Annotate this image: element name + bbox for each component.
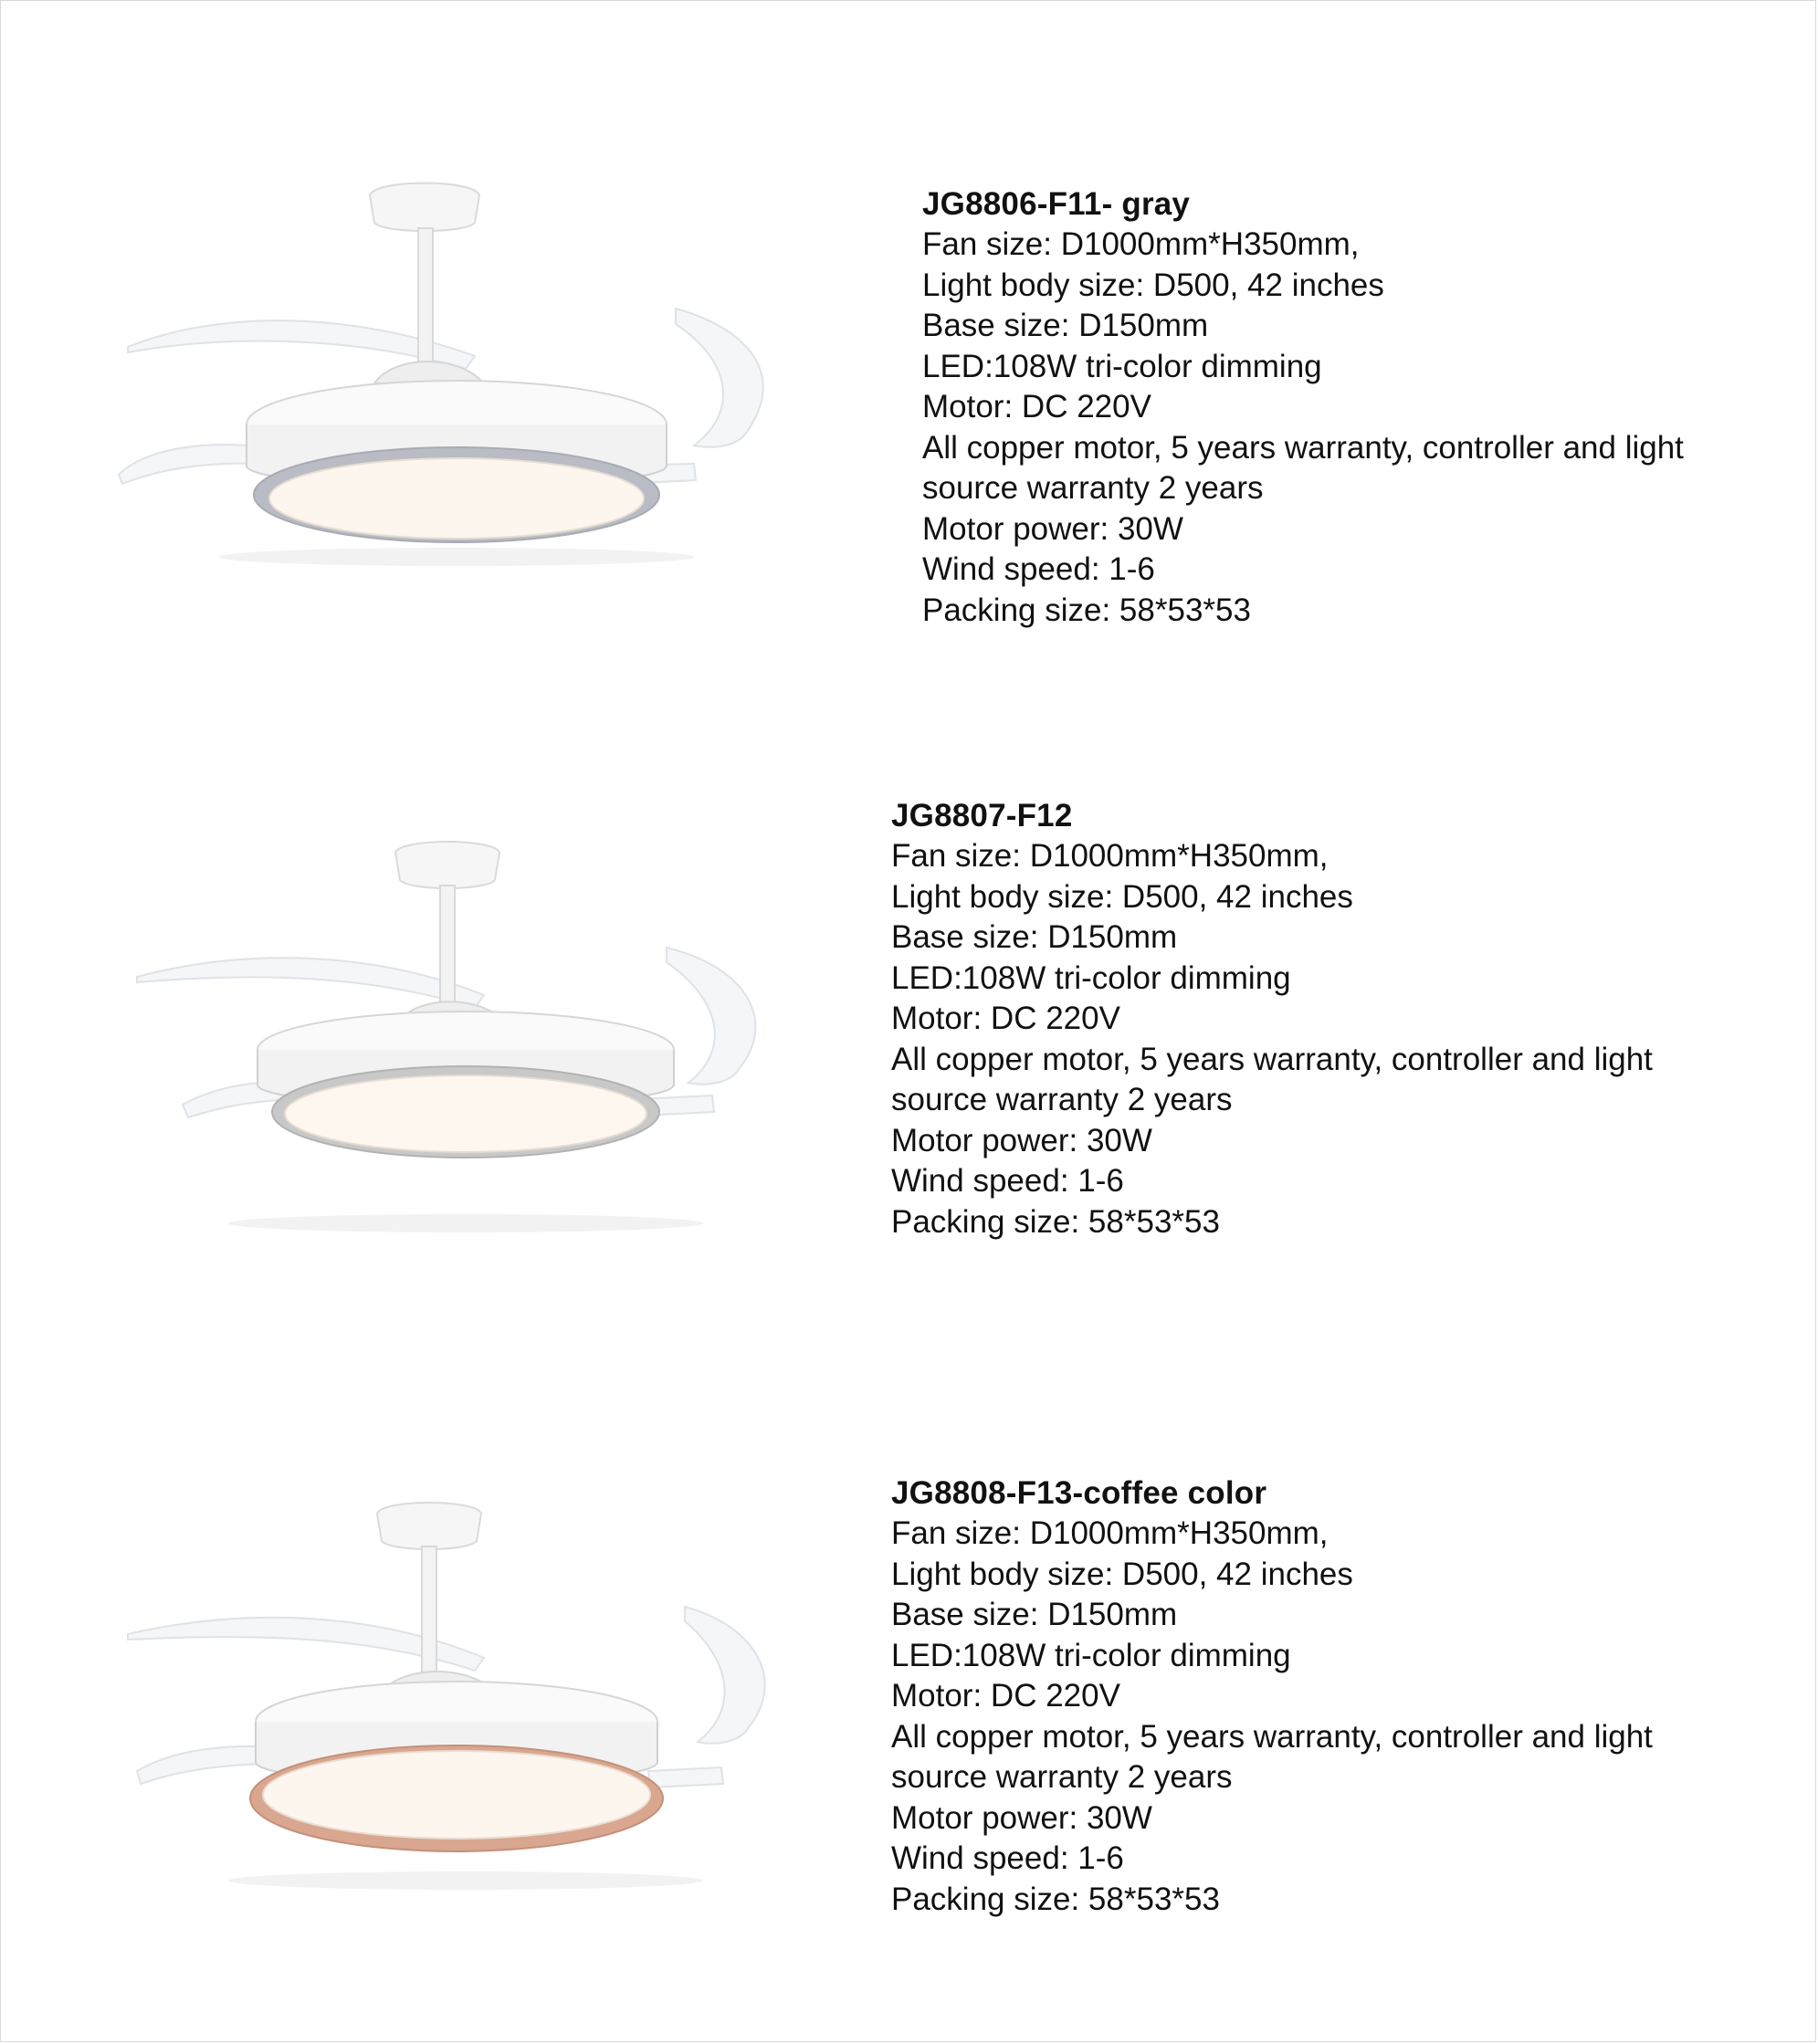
spec-light-body-size: Light body size: D500, 42 inches [922,267,1384,303]
spec-base-size: Base size: D150mm [922,308,1209,343]
ceiling-fan-image [119,1497,813,1899]
model-title: JG8807-F12 [891,798,1073,833]
spec-led: LED:108W tri-color dimming [891,959,1291,996]
spec-motor-power: Motor power: 30W [891,1122,1152,1158]
spec-warranty: All copper motor, 5 years warranty, controller and light source warranty 2 years [922,429,1684,506]
spec-wind-speed: Wind speed: 1-6 [891,1163,1124,1199]
spec-motor-power: Motor power: 30W [922,510,1183,547]
spec-list [922,225,1818,631]
ceiling-fan-image [119,840,813,1242]
spec-fan-size: Fan size: D1000mm*H350mm, [922,226,1360,262]
spec-motor: Motor: DC 220V [891,1001,1120,1036]
fan-illustration [119,840,813,1242]
model-title: JG8806-F11- gray [922,186,1191,222]
spec-block [922,184,1818,631]
spec-base-size: Base size: D150mm [891,919,1178,955]
spec-list [891,1514,1804,1920]
spec-warranty: All copper motor, 5 years warranty, controller and light source warranty 2 years [891,1718,1653,1795]
spec-light-body-size: Light body size: D500, 42 inches [891,1556,1353,1592]
spec-block [891,796,1804,1242]
spec-fan-size: Fan size: D1000mm*H350mm, [891,838,1329,874]
spec-wind-speed: Wind speed: 1-6 [922,551,1155,587]
spec-motor: Motor: DC 220V [891,1678,1120,1714]
spec-base-size: Base size: D150mm [891,1597,1178,1632]
spec-led: LED:108W tri-color dimming [891,1637,1291,1673]
spec-led: LED:108W tri-color dimming [922,348,1322,384]
product-card-jg8808 [0,1461,1818,1972]
spec-packing-size: Packing size: 58*53*53 [891,1203,1220,1240]
spec-motor-power: Motor power: 30W [891,1799,1152,1836]
spec-packing-size: Packing size: 58*53*53 [922,592,1251,628]
product-card-jg8806 [0,137,1818,648]
fan-illustration [110,173,804,575]
spec-fan-size: Fan size: D1000mm*H350mm, [891,1515,1329,1551]
spec-warranty: All copper motor, 5 years warranty, controller and light source warranty 2 years [891,1041,1653,1117]
fan-illustration [119,1497,813,1899]
spec-motor: Motor: DC 220V [922,389,1151,425]
spec-packing-size: Packing size: 58*53*53 [891,1881,1220,1917]
model-title: JG8808-F13-coffee color [891,1475,1267,1511]
spec-block [891,1473,1804,1920]
spec-light-body-size: Light body size: D500, 42 inches [891,878,1353,915]
ceiling-fan-image [110,173,804,575]
spec-list [891,836,1804,1242]
product-card-jg8807 [0,785,1818,1296]
spec-wind-speed: Wind speed: 1-6 [891,1840,1124,1876]
